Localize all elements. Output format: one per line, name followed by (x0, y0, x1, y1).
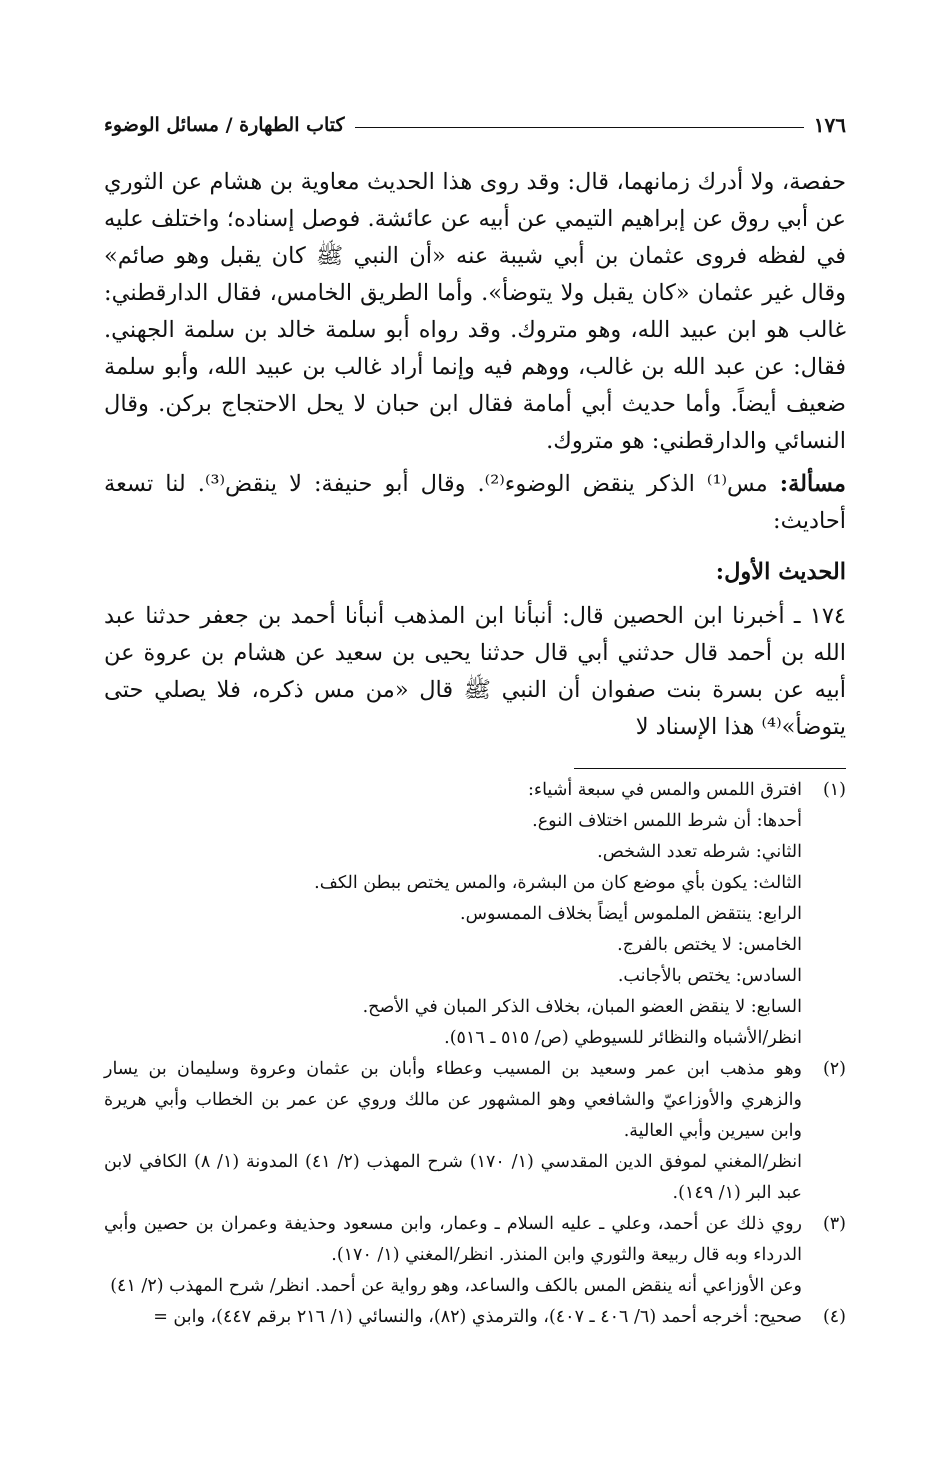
header-rule (355, 127, 804, 128)
footnote-line: انظر/الأشباه والنظائر للسيوطي (ص/ ٥١٥ ـ ٥١٦). (444, 1028, 802, 1048)
footnote-mark: (٣) (822, 1214, 846, 1234)
running-title: كتاب الطهارة / مسائل الوضوء (104, 114, 345, 136)
hadith-paragraph: ١٧٤ ـ أخبرنا ابن الحصين قال: أنبأنا ابن المذهب أنبأنا أحمد بن جعفر حدثنا عبد الله بن أحمد قال حدثني أبي قال حدثنا يحيى بن سعيد عن هشام بن عروة عن أبيه عن بسرة بنت صفوان أن النبي ﷺ قال «من مس ذكره، فلا يصلي حتى يتوضأ»⁽⁴⁾ هذا الإسناد لا (104, 603, 846, 740)
footnote-text: روي ذلك عن أحمد، وعلي ـ عليه السلام ـ وعمار، وابن مسعود وحذيفة وعمران بن حصين وأبي الدرداء وبه قال ربيعة والثوري وابن المنذر. انظر/المغني (١/ ١٧٠). (104, 1214, 802, 1265)
main-text (104, 164, 846, 746)
footnote-1 (104, 775, 846, 1054)
footnote-line: الرابع: ينتقض الملموس أيضاً بخلاف الممسوس. (460, 904, 802, 924)
paragraph: حفصة، ولا أدرك زمانهما، قال: وقد روى هذا الحديث معاوية بن هشام عن الثوري عن أبي روق عن إبراهيم التيمي عن أبيه عن عائشة. فوصل إسناده؛ واختلف عليه في لفظه فروى عثمان بن أبي شيبة عنه «أن النبي ﷺ كان يقبل وهو صائم» وقال غير عثمان «كان يقبل ولا يتوضأ». وأما الطريق الخامس، فقال الدارقطني: غالب هو ابن عبيد الله، وهو متروك. وقد رواه أبو سلمة خالد بن سلمة الجهني. فقال: عن عبد الله بن غالب، ووهم فيه وإنما أراد غالب بن عبيد الله، وأبو سلمة ضعيف أيضاً. وأما حديث أبي أمامة فقال ابن حبان لا يحل الاحتجاج بركن. وقال النسائي والدارقطني: هو متروك. (104, 169, 846, 454)
footnote-3 (104, 1209, 846, 1302)
page-number: ١٧٦ (813, 113, 846, 137)
footnote-reference: انظر/المغني لموفق الدين المقدسي (١/ ١٧٠) شرح المهذب (٢/ ٤١) المدونة (١/ ٨) الكافي لابن عبد البر (١/ ١٤٩). (104, 1152, 802, 1203)
footnote-line: السابع: لا ينقض العضو المبان، بخلاف الذكر المبان في الأصح. (362, 997, 802, 1017)
masala-text: مس⁽¹⁾ الذكر ينقض الوضوء⁽²⁾. وقال أبو حنيفة: لا ينقض⁽³⁾. لنا تسعة أحاديث: (104, 471, 846, 534)
masala-label: مسألة: (779, 471, 846, 497)
page-header (104, 108, 846, 142)
footnotes (104, 775, 846, 1333)
footnote-4 (104, 1302, 846, 1333)
footnote-text: صحيح: أخرجه أحمد (٦/ ٤٠٦ ـ ٤٠٧)، والترمذي (٨٢)، والنسائي (١/ ٢١٦ برقم ٤٤٧)، وابن = (153, 1307, 802, 1327)
masala-paragraph (104, 466, 846, 540)
footnote-line: أحدها: أن شرط اللمس اختلاف النوع. (532, 811, 802, 831)
footnote-2 (104, 1054, 846, 1209)
footnote-line: الثالث: يكون بأي موضع كان من البشرة، والمس يختص ببطن الكف. (314, 873, 802, 893)
footnote-line: افترق اللمس والمس في سبعة أشياء: (527, 780, 802, 800)
section-heading: الحديث الأول: (715, 559, 846, 585)
footnote-separator (574, 768, 846, 769)
footnote-mark: (٤) (822, 1307, 846, 1327)
footnote-line: السادس: يختص بالأجانب. (617, 966, 802, 986)
footnote-reference: وعن الأوزاعي أنه ينقض المس بالكف والساعد، وهو رواية عن أحمد. انظر/ شرح المهذب (٢/ ٤١) (110, 1276, 802, 1296)
footnote-mark: (١) (822, 780, 846, 800)
footnote-text: وهو مذهب ابن عمر وسعيد بن المسيب وعطاء وأبان بن عثمان وعروة وسليمان بن يسار والزهري والأوزاعيّ والشافعي وهو المشهور عن مالك وروي عن عمر بن الخطاب وأبي هريرة وابن سيرين وأبي العالية. (104, 1059, 802, 1141)
footnote-mark: (٢) (822, 1059, 846, 1079)
book-page (104, 108, 846, 1333)
footnote-line: الخامس: لا يختص بالفرج. (617, 935, 802, 955)
footnote-line: الثاني: شرطه تعدد الشخص. (597, 842, 802, 862)
